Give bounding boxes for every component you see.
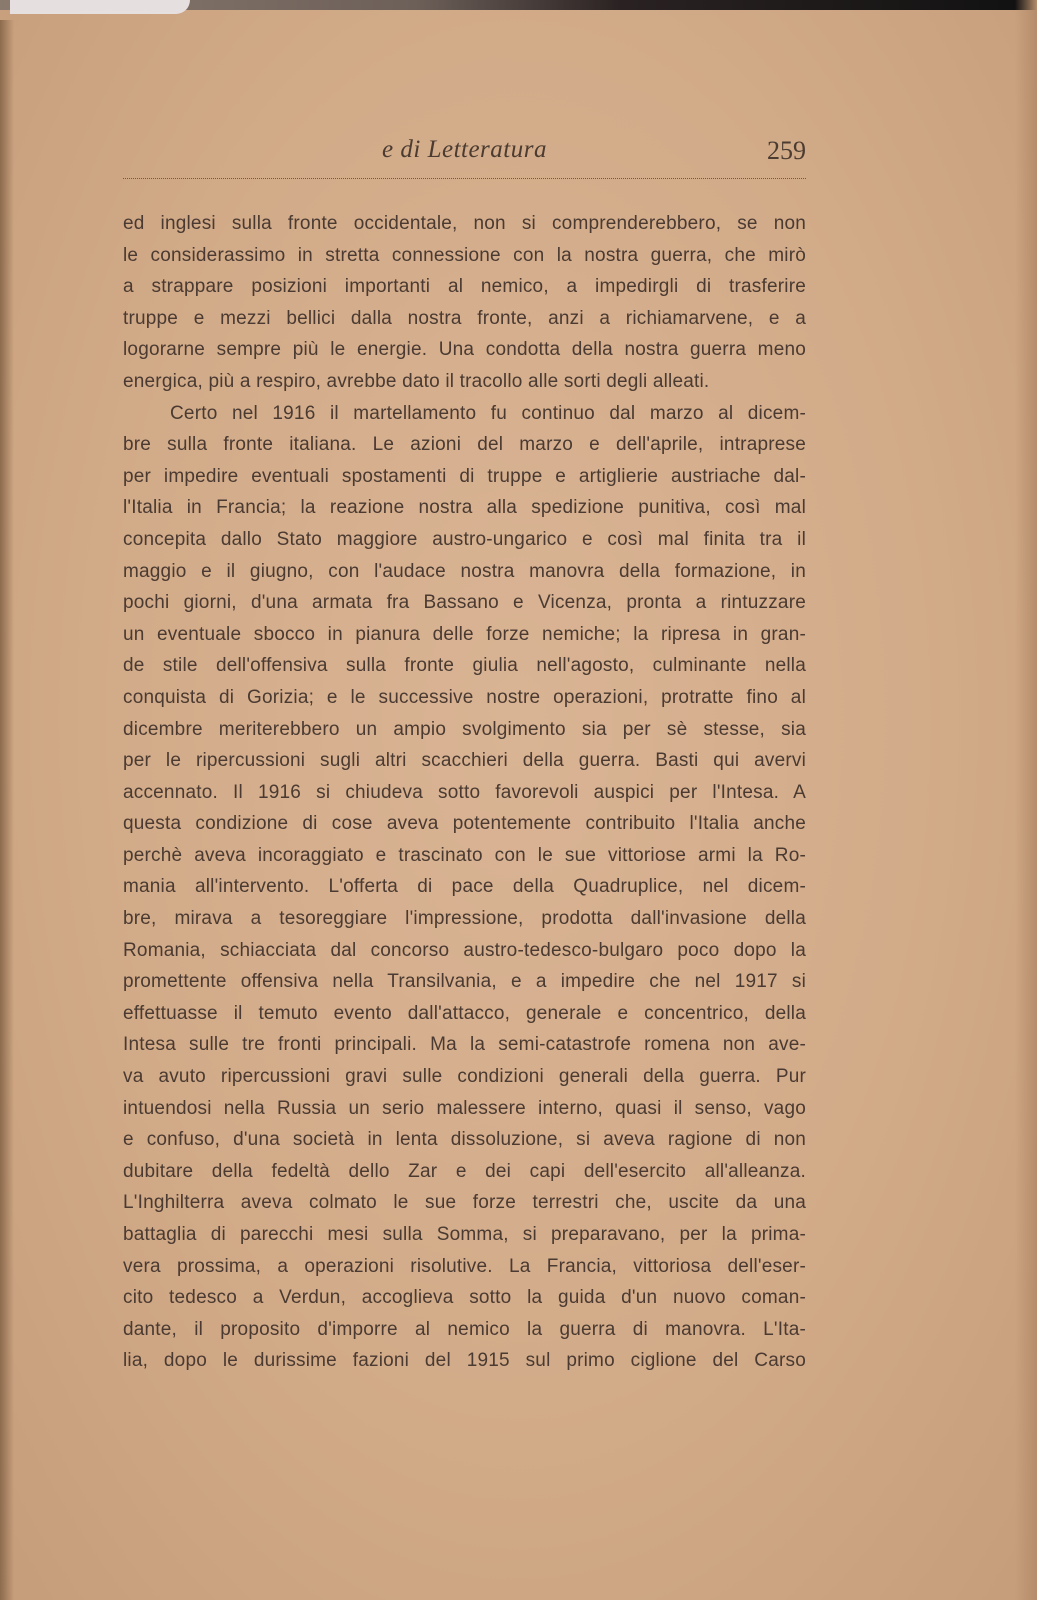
text-line: bre, mirava a tesoreggiare l'impressione, prodotta dall'invasione della [123,908,806,930]
text-line: un eventuale sbocco in pianura delle forze nemiche; la ripresa in gran- [123,623,806,645]
running-head-title: e di Letteratura [382,136,547,163]
text-line: questa condizione di cose aveva potentemente contribuito l'Italia anche [123,813,806,835]
header-rule [123,178,806,179]
text-line: perchè aveva incoraggiato e trascinato con le sue vittoriose armi la Ro- [123,844,806,866]
text-line: e confuso, d'una società in lenta dissoluzione, si aveva ragione di non [123,1129,806,1151]
text-line: de stile dell'offensiva sulla fronte giulia nell'agosto, culminante nella [123,655,806,677]
page-right-edge [1015,0,1037,1600]
text-line: l'Italia in Francia; la reazione nostra alla spedizione punitiva, così mal [123,497,806,519]
page-number: 259 [767,136,806,165]
text-line: lia, dopo le durissime fazioni del 1915 sul primo ciglione del Carso [123,1350,806,1372]
text-line: dicembre meriterebbero un ampio svolgimento sia per sè stesse, sia [123,718,806,740]
text-line: L'Inghilterra aveva colmato le sue forze terrestri che, uscite da una [123,1192,806,1214]
text-line: per impedire eventuali spostamenti di truppe e artiglierie austriache dal- [123,465,806,487]
text-line: intuendosi nella Russia un serio malessere interno, quasi il senso, vago [123,1097,806,1119]
text-line: Intesa sulle tre fronti principali. Ma la semi-catastrofe romena non ave- [123,1034,806,1056]
body-text [123,208,806,1377]
running-head [123,132,806,172]
text-line: pochi giorni, d'una armata fra Bassano e Vicenza, pronta a rintuzzare [123,592,806,614]
text-line: battaglia di parecchi mesi sulla Somma, si preparavano, per la prima- [123,1224,806,1245]
paragraph-start-line: Certo nel 1916 il martellamento fu continuo dal marzo al dicem- [170,402,806,424]
text-line: cito tedesco a Verdun, accoglieva sotto la guida d'un nuovo coman- [123,1287,806,1309]
text-line: promettente offensiva nella Transilvania, e a impedire che nel 1917 si [123,971,806,993]
text-line: dante, il proposito d'imporre al nemico la guerra di manovra. L'Ita- [123,1318,806,1340]
text-line: ed inglesi sulla fronte occidentale, non si comprenderebbero, se non [123,213,806,234]
text-line: dubitare della fedeltà dello Zar e dei capi dell'esercito all'alleanza. [123,1160,806,1182]
text-line: Romania, schiacciata dal concorso austro-tedesco-bulgaro poco dopo la [123,939,806,961]
text-line: effettuasse il temuto evento dall'attacco, generale e concentrico, della [123,1002,806,1024]
text-line: le considerassimo in stretta connessione con la nostra guerra, che mirò [123,244,806,266]
text-line: bre sulla fronte italiana. Le azioni del marzo e dell'aprile, intraprese [123,434,806,456]
page-left-edge [0,20,14,1600]
text-line: va avuto ripercussioni gravi sulle condizioni generali della guerra. Pur [123,1066,806,1088]
text-line: accennato. Il 1916 si chiudeva sotto favorevoli auspici per l'Intesa. A [123,781,806,803]
text-line: concepita dallo Stato maggiore austro-ungarico e così mal finita tra il [123,528,806,550]
text-line: per le ripercussioni sugli altri scacchieri della guerra. Basti qui avervi [123,750,806,772]
scan-top-corner [10,0,190,14]
text-line: vera prossima, a operazioni risolutive. La Francia, vittoriosa dell'eser- [123,1255,806,1277]
text-line: energica, più a respiro, avrebbe dato il tracollo alle sorti degli alleati. [123,370,710,392]
text-line: mania all'intervento. L'offerta di pace della Quadruplice, nel dicem- [123,876,806,898]
text-line: truppe e mezzi bellici dalla nostra fronte, anzi a richiamarvene, e a [123,307,806,329]
text-line: maggio e il giugno, con l'audace nostra manovra della formazione, in [123,560,806,582]
text-line: logorarne sempre più le energie. Una condotta della nostra guerra meno [123,339,806,361]
text-line: conquista di Gorizia; e le successive nostre operazioni, protratte fino al [123,686,806,708]
text-line: a strappare posizioni importanti al nemico, a impedirgli di trasferire [123,276,806,298]
